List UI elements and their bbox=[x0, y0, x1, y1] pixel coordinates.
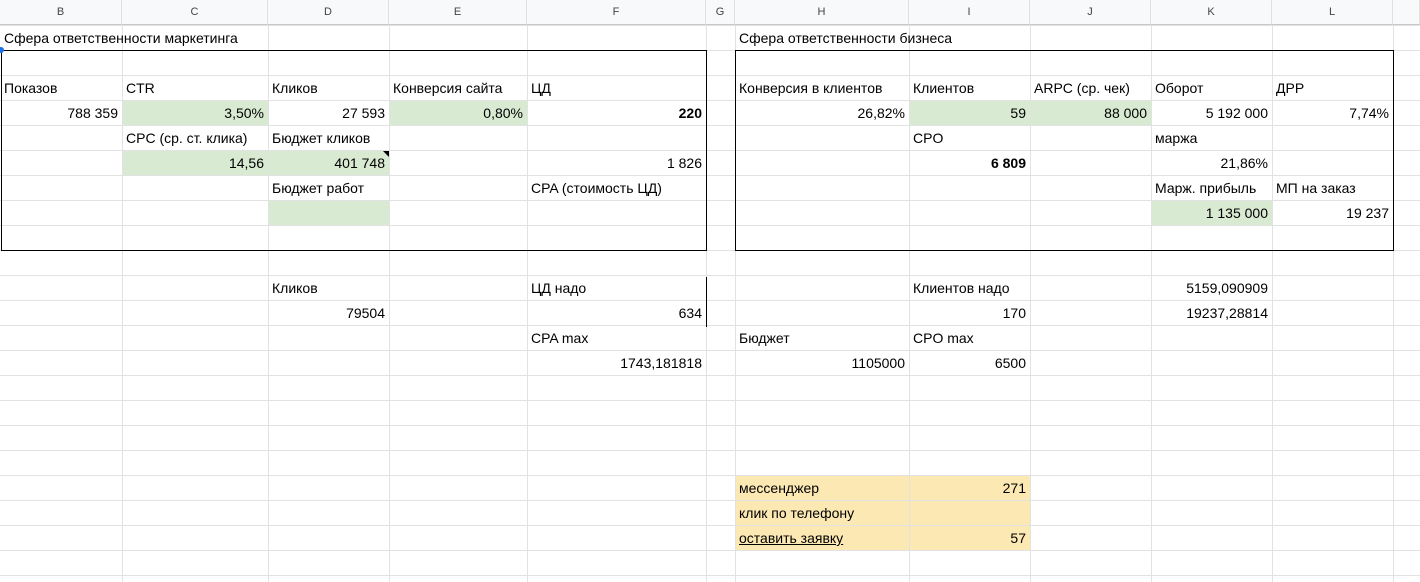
cell-f13[interactable]: CPA max bbox=[531, 330, 589, 346]
cell-b4[interactable]: 788 359 bbox=[67, 105, 118, 121]
cell-l7[interactable]: МП на заказ bbox=[1276, 180, 1356, 196]
cell-i12[interactable]: 170 bbox=[1002, 305, 1026, 321]
cell-i19[interactable]: 271 bbox=[1002, 480, 1026, 496]
cell-h4[interactable]: 26,82% bbox=[857, 105, 905, 121]
column-separator bbox=[706, 277, 707, 327]
column-header-l[interactable]: L bbox=[1272, 0, 1393, 25]
cell-k11[interactable]: 5159,090909 bbox=[1186, 280, 1268, 296]
gridline bbox=[1393, 25, 1394, 582]
column-header-c[interactable]: C bbox=[122, 0, 268, 25]
cell-k3[interactable]: Оборот bbox=[1155, 80, 1204, 96]
cell-f11[interactable]: ЦД надо bbox=[531, 280, 587, 296]
cell-fill bbox=[909, 501, 1030, 526]
column-header-f[interactable]: F bbox=[527, 0, 706, 25]
cell-h3[interactable]: Конверсия в клиентов bbox=[739, 80, 883, 96]
cell-h1[interactable]: Сфера ответственности бизнеса bbox=[739, 30, 953, 46]
comment-indicator-icon[interactable] bbox=[383, 151, 389, 157]
cell-d11[interactable]: Кликов bbox=[272, 280, 318, 296]
cell-i3[interactable]: Клиентов bbox=[913, 80, 975, 96]
column-header-k[interactable]: K bbox=[1151, 0, 1272, 25]
cell-f6[interactable]: 1 826 bbox=[666, 155, 702, 171]
cell-d6[interactable]: 401 748 bbox=[334, 155, 385, 171]
gridline bbox=[0, 500, 1420, 501]
cell-l3[interactable]: ДРР bbox=[1276, 80, 1305, 96]
cell-b3[interactable]: Показов bbox=[4, 80, 58, 96]
column-header-i[interactable]: I bbox=[909, 0, 1030, 25]
column-header-spare bbox=[1393, 0, 1420, 25]
cell-d5[interactable]: Бюджет кликов bbox=[272, 130, 371, 146]
cell-d3[interactable]: Кликов bbox=[272, 80, 318, 96]
cell-l4[interactable]: 7,74% bbox=[1349, 105, 1389, 121]
gridline bbox=[0, 450, 1420, 451]
cell-k7[interactable]: Марж. прибыль bbox=[1155, 180, 1257, 196]
cell-b1[interactable]: Сфера ответственности маркетинга bbox=[4, 30, 238, 46]
cell-i5[interactable]: CPO bbox=[913, 130, 944, 146]
gridline bbox=[0, 575, 1420, 576]
column-header-b[interactable]: B bbox=[0, 0, 122, 25]
cell-f3[interactable]: ЦД bbox=[531, 80, 551, 96]
cell-f12[interactable]: 634 bbox=[678, 305, 702, 321]
cell-k12[interactable]: 19237,28814 bbox=[1186, 305, 1268, 321]
cell-f7[interactable]: CPA (стоимость ЦД) bbox=[531, 180, 662, 196]
cell-e4[interactable]: 0,80% bbox=[483, 105, 523, 121]
cell-h21[interactable]: оставить заявку bbox=[739, 530, 844, 546]
cell-f4[interactable]: 220 bbox=[678, 105, 702, 121]
column-header-g[interactable]: G bbox=[706, 0, 735, 25]
gridline bbox=[0, 250, 1420, 251]
cell-d4[interactable]: 27 593 bbox=[342, 105, 385, 121]
gridline bbox=[0, 50, 1420, 51]
cell-k5[interactable]: маржа bbox=[1155, 130, 1198, 146]
cell-l8[interactable]: 19 237 bbox=[1346, 205, 1389, 221]
cell-h20[interactable]: клик по телефону bbox=[739, 505, 855, 521]
cell-c3[interactable]: CTR bbox=[126, 80, 155, 96]
column-header-j[interactable]: J bbox=[1030, 0, 1151, 25]
cell-j3[interactable]: ARPC (ср. чек) bbox=[1034, 80, 1130, 96]
gridline bbox=[0, 525, 1420, 526]
cell-i21[interactable]: 57 bbox=[1010, 530, 1026, 546]
cell-fill bbox=[268, 201, 389, 226]
cell-c6[interactable]: 14,56 bbox=[228, 155, 264, 171]
cell-d7[interactable]: Бюджет работ bbox=[272, 180, 365, 196]
cell-k8[interactable]: 1 135 000 bbox=[1205, 205, 1268, 221]
cell-h19[interactable]: мессенджер bbox=[739, 480, 820, 496]
cell-e3[interactable]: Конверсия сайта bbox=[393, 80, 503, 96]
cell-i14[interactable]: 6500 bbox=[994, 355, 1026, 371]
column-header-e[interactable]: E bbox=[389, 0, 527, 25]
gridline bbox=[0, 475, 1420, 476]
selection-handle-icon[interactable] bbox=[0, 47, 4, 53]
gridline bbox=[0, 400, 1420, 401]
column-header-d[interactable]: D bbox=[268, 0, 389, 25]
cell-i13[interactable]: CPO max bbox=[913, 330, 974, 346]
gridline bbox=[0, 550, 1420, 551]
column-header-h[interactable]: H bbox=[735, 0, 909, 25]
gridline bbox=[0, 25, 1420, 26]
cell-i11[interactable]: Клиентов надо bbox=[913, 280, 1010, 296]
cell-i6[interactable]: 6 809 bbox=[990, 155, 1026, 171]
cell-k6[interactable]: 21,86% bbox=[1220, 155, 1268, 171]
gridline bbox=[0, 375, 1420, 376]
cell-h13[interactable]: Бюджет bbox=[739, 330, 790, 346]
gridline bbox=[0, 425, 1420, 426]
cell-f14[interactable]: 1743,181818 bbox=[620, 355, 702, 371]
cell-h14[interactable]: 1105000 bbox=[851, 355, 905, 371]
cell-k4[interactable]: 5 192 000 bbox=[1205, 105, 1268, 121]
cell-d12[interactable]: 79504 bbox=[346, 305, 385, 321]
cell-j4[interactable]: 88 000 bbox=[1104, 105, 1147, 121]
cell-i4[interactable]: 59 bbox=[1010, 105, 1026, 121]
cell-c5[interactable]: CPC (ср. ст. клика) bbox=[126, 130, 248, 146]
gridline bbox=[0, 350, 1420, 351]
cell-c4[interactable]: 3,50% bbox=[224, 105, 264, 121]
